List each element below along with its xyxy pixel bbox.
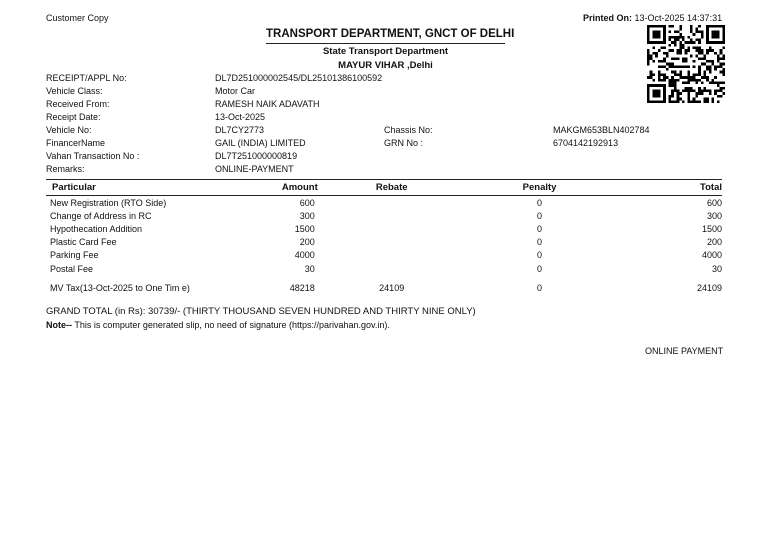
vehicle-class-label: Vehicle Class: — [46, 86, 103, 96]
printed-on-label: Printed On: — [583, 13, 632, 23]
fee-rebate — [318, 196, 466, 210]
remarks-label: Remarks: — [46, 164, 85, 174]
fee-penalty: 0 — [537, 283, 543, 294]
received-from-value: RAMESH NAIK ADAVATH — [215, 99, 320, 109]
payment-mode: ONLINE PAYMENT — [645, 346, 724, 356]
title-underline — [266, 43, 505, 44]
fee-penalty: 0 — [537, 250, 543, 261]
receipt-date-label: Receipt Date: — [46, 112, 101, 122]
copy-label: Customer Copy — [46, 13, 109, 23]
fee-particular: Hypothecation Addition — [50, 223, 143, 234]
fee-rebate — [318, 222, 466, 235]
grn-no-label: GRN No : — [384, 138, 424, 148]
fee-rebate — [318, 236, 466, 249]
fee-table-header — [46, 180, 722, 196]
fee-total: 600 — [706, 197, 722, 208]
note-label: Note-- — [46, 320, 72, 330]
page-title: TRANSPORT DEPARTMENT, GNCT OF DELHI — [266, 28, 515, 40]
receipt-appl-label: RECEIPT/APPL No: — [46, 73, 127, 83]
fee-total: 200 — [706, 237, 722, 248]
note-text: This is computer generated slip, no need of signature (https://parivahan.gov.in). — [72, 320, 390, 330]
receipt-date-value: 13-Oct-2025 — [215, 112, 266, 122]
fee-particular: Postal Fee — [50, 263, 94, 274]
office-name: State Transport Department — [322, 46, 449, 57]
fee-penalty: 0 — [537, 237, 543, 248]
fee-particular: Change of Address in RC — [50, 210, 152, 221]
fee-amount: 300 — [299, 210, 315, 221]
financer-name-label: FinancerName — [46, 138, 106, 148]
vehicle-class-value: Motor Car — [215, 86, 256, 96]
fee-penalty: 0 — [537, 210, 543, 221]
fee-total: 300 — [706, 210, 722, 221]
column-header-amount: Amount — [225, 180, 318, 196]
fee-particular: Plastic Card Fee — [50, 237, 117, 248]
financer-name-value: GAIL (INDIA) LIMITED — [215, 138, 306, 148]
chassis-no-value: MAKGM653BLN402784 — [553, 125, 650, 135]
fee-rebate — [318, 262, 466, 275]
fee-total: 1500 — [701, 223, 722, 234]
column-header-rebate: Rebate — [318, 180, 466, 196]
table-row — [46, 222, 722, 235]
fee-table — [46, 179, 722, 301]
fee-penalty: 0 — [537, 197, 543, 208]
fee-rebate — [318, 209, 466, 222]
fee-rebate: 24109 — [379, 283, 405, 294]
fee-amount: 200 — [299, 237, 315, 248]
table-row — [46, 262, 722, 275]
chassis-no-label: Chassis No: — [384, 125, 433, 135]
grn-no-value: 6704142192913 — [553, 138, 619, 148]
table-row — [46, 275, 722, 301]
vahan-txn-value: DL7T251000000819 — [215, 151, 298, 161]
column-header-total: Total — [614, 180, 723, 196]
printed-on — [583, 13, 722, 23]
column-header-penalty: Penalty — [466, 180, 614, 196]
fee-amount: 4000 — [294, 250, 315, 261]
vahan-txn-label: Vahan Transaction No : — [46, 151, 140, 161]
table-row — [46, 249, 722, 262]
fee-total: 24109 — [696, 283, 722, 294]
fee-amount: 1500 — [294, 223, 315, 234]
printed-on-value: 13-Oct-2025 14:37:31 — [634, 13, 723, 23]
column-header-particular: Particular — [46, 180, 225, 196]
vehicle-no-value: DL7CY2773 — [215, 125, 265, 135]
fee-amount: 600 — [299, 197, 315, 208]
note — [46, 320, 390, 330]
fee-particular: Parking Fee — [50, 250, 99, 261]
fee-penalty: 0 — [537, 223, 543, 234]
receipt-appl-value: DL7D251000002545/DL25101386100592 — [215, 73, 383, 83]
vehicle-no-label: Vehicle No: — [46, 125, 92, 135]
table-row — [46, 209, 722, 222]
fee-particular: New Registration (RTO Side) — [50, 197, 167, 208]
table-row — [46, 196, 722, 210]
fee-penalty: 0 — [537, 263, 543, 274]
remarks-value: ONLINE-PAYMENT — [215, 164, 294, 174]
office-location: MAYUR VIHAR ,Delhi — [338, 60, 433, 71]
received-from-label: Received From: — [46, 99, 110, 109]
qr-code — [647, 25, 725, 103]
fee-amount: 48218 — [289, 283, 315, 294]
table-row — [46, 236, 722, 249]
fee-total: 30 — [711, 263, 722, 274]
fee-amount: 30 — [304, 263, 315, 274]
fee-rebate — [318, 249, 466, 262]
fee-particular: MV Tax(13-Oct-2025 to One Tim e) — [50, 282, 190, 293]
grand-total: GRAND TOTAL (in Rs): 30739/- (THIRTY THOUSAND SEVEN HUNDRED AND THIRTY NINE ONLY) — [46, 306, 476, 317]
fee-total: 4000 — [701, 250, 722, 261]
